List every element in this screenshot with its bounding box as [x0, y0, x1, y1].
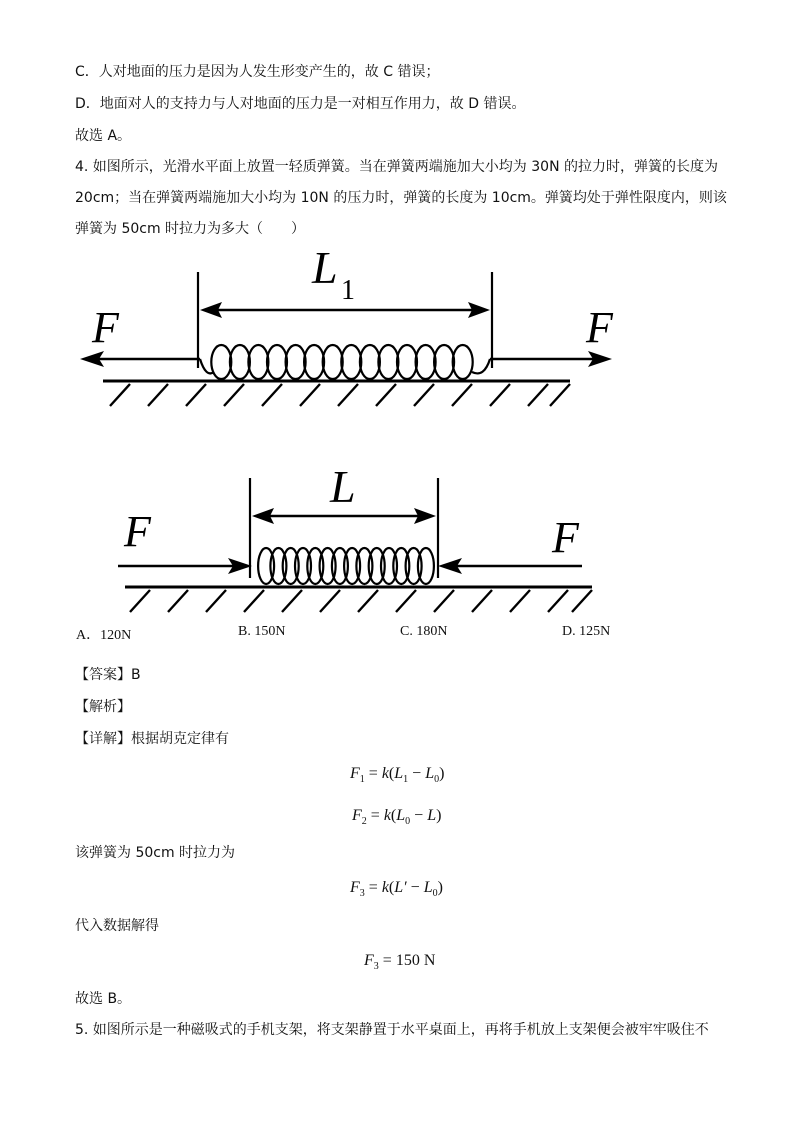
- formula-f3-lhs-sub: 3: [359, 888, 365, 900]
- formula-f2-lhs-sub: 2: [361, 816, 367, 828]
- formula-result-value: 150: [395, 952, 420, 969]
- question-4-line-3: 弹簧为 50cm 时拉力为多大（ ）: [75, 221, 306, 237]
- formula-f2-a-sub: 0: [405, 816, 411, 828]
- spring-coil: [248, 345, 268, 379]
- formula-f3-b-sub: 0: [432, 888, 438, 900]
- spring-coil: [304, 345, 324, 379]
- question-5-line-1: 5. 如图所示是一种磁吸式的手机支架，将支架静置于水平桌面上，再将手机放上支架便会被牢牢吸住不: [75, 1022, 709, 1038]
- spring-coils-bottom: [258, 548, 434, 584]
- formula-f1-k: k: [381, 765, 389, 782]
- formula-f2-a: L: [396, 807, 406, 824]
- option-c: C. 180N: [400, 624, 448, 639]
- conclusion-a: 故选 A。: [75, 128, 132, 144]
- force-label-left-top: F: [92, 303, 119, 352]
- conclusion-b: 故选 B。: [75, 991, 132, 1007]
- formula-f1-lhs: F: [350, 765, 360, 782]
- spring-end-hook: [472, 359, 490, 373]
- force-label-right-bottom: F: [552, 513, 579, 562]
- option-d: D. 125N: [562, 624, 611, 639]
- question-4-line-1: 4. 如图所示，光滑水平面上放置一轻质弹簧。当在弹簧两端施加大小均为 30N 的拉力时，弹簧的长度为: [75, 159, 718, 175]
- formula-f1-b-sub: 0: [434, 774, 440, 786]
- spring-coil: [286, 345, 306, 379]
- spring-coil: [418, 548, 434, 584]
- formula-result-lhs-sub: 3: [373, 961, 379, 973]
- analysis-heading: 【解析】: [75, 699, 131, 715]
- option-a: A．120N: [76, 628, 132, 643]
- spring-coil: [341, 345, 361, 379]
- at-50cm-line: 该弹簧为 50cm 时拉力为: [75, 845, 236, 861]
- formula-f2-lhs: F: [352, 807, 362, 824]
- formula-f1-lhs-sub: 1: [359, 774, 365, 786]
- formula-f3: $F_3 = k(L' - L_0)$: [350, 879, 443, 900]
- answer-line: 【答案】B: [75, 667, 141, 683]
- formula-f3-a: L′: [394, 879, 407, 896]
- option-b: B. 150N: [238, 624, 286, 639]
- formula-f2-b: L: [427, 807, 437, 824]
- spring-coil: [360, 345, 380, 379]
- formula-f1-a: L: [394, 765, 404, 782]
- formula-f1: $F_1 = k(L_1 - L_0)$: [350, 765, 445, 786]
- tension-figure: [80, 242, 614, 406]
- option-c-explanation: C．人对地面的压力是因为人发生形变产生的，故 C 错误；: [75, 64, 440, 80]
- formula-f3-b: L: [423, 879, 433, 896]
- formula-f1-a-sub: 1: [403, 774, 409, 786]
- spring-coil: [323, 345, 343, 379]
- length-label-top-sub: 1: [341, 275, 355, 306]
- spring-coil: [267, 345, 287, 379]
- spring-coil: [230, 345, 250, 379]
- formula-result-lhs: F: [364, 952, 374, 969]
- formula-result-unit: N: [423, 952, 436, 969]
- option-d-explanation: D．地面对人的支持力与人对地面的压力是一对相互作用力，故 D 错误。: [75, 96, 526, 112]
- formula-f1-b: L: [425, 765, 435, 782]
- formula-f3-k: k: [381, 879, 389, 896]
- formula-result: $F_3 = 150$ N: [364, 952, 436, 973]
- spring-coil: [397, 345, 417, 379]
- question-4-line-2: 20cm；当在弹簧两端施加大小均为 10N 的压力时，弹簧的长度为 10cm。弹簧均处于弹性限度内，则该: [75, 190, 727, 206]
- spring-coil: [434, 345, 454, 379]
- spring-coil: [211, 345, 231, 379]
- ground-hatching-bottom: [130, 590, 592, 612]
- spring-coils-top: [200, 345, 490, 379]
- spring-coil: [453, 345, 473, 379]
- detail-line: 【详解】根据胡克定律有: [75, 731, 229, 747]
- ground-hatching-top: [110, 384, 570, 406]
- compression-figure: [118, 461, 592, 612]
- formula-f2: $F_2 = k(L_0 - L)$: [352, 807, 442, 828]
- spring-coil: [416, 345, 436, 379]
- spring-coil: [378, 345, 398, 379]
- substitute-line: 代入数据解得: [75, 918, 159, 934]
- force-label-left-bottom: F: [124, 507, 151, 556]
- force-label-right-top: F: [586, 303, 613, 352]
- length-label-bottom: L: [330, 461, 356, 512]
- formula-f3-lhs: F: [350, 879, 360, 896]
- length-label-top: L: [312, 242, 338, 293]
- formula-f2-k: k: [383, 807, 391, 824]
